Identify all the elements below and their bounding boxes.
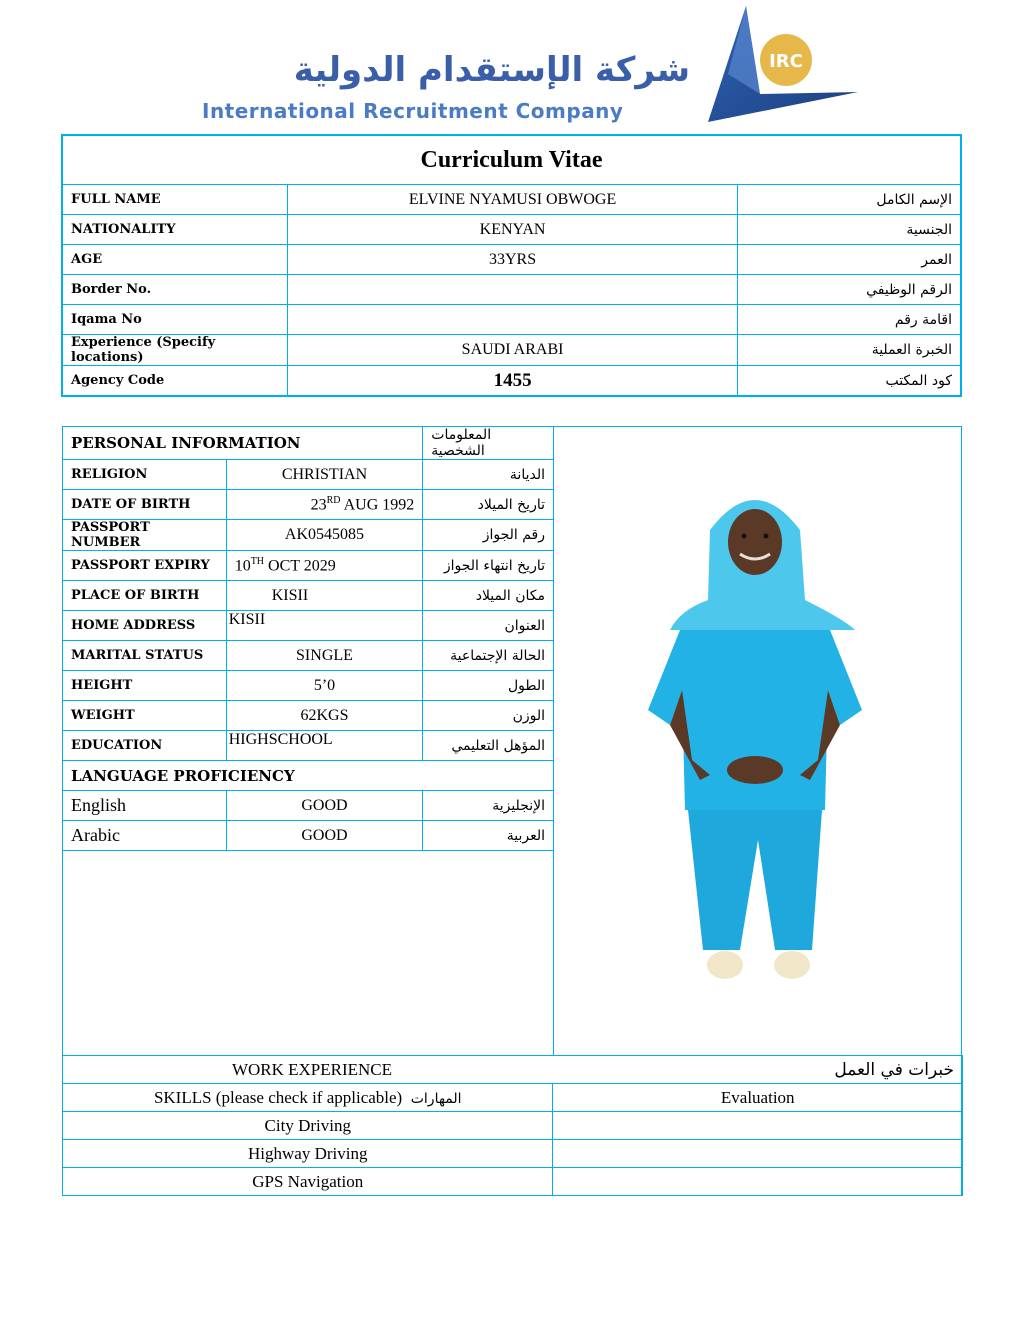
candidate-photo <box>640 480 870 1010</box>
religion-value: CHRISTIAN <box>226 460 423 490</box>
passport-number-value: AK0545085 <box>226 520 423 551</box>
border-no-label: Border No. <box>62 275 288 305</box>
skill-evaluation-cell <box>553 1112 963 1140</box>
company-name-arabic: شركة الإستقدام الدولية <box>293 50 690 90</box>
iqama-label: Iqama No <box>62 305 288 335</box>
passport-number-label-ar: رقم الجواز <box>423 520 554 551</box>
skill-evaluation-cell <box>553 1140 963 1168</box>
dob-label: DATE OF BIRTH <box>63 490 227 520</box>
place-of-birth-label: PLACE OF BIRTH <box>63 581 227 611</box>
experience-label: Experience (Specify locations) <box>62 335 288 366</box>
table-row <box>63 761 554 791</box>
page-title: Curriculum Vitae <box>62 135 961 185</box>
weight-label-ar: الوزن <box>423 701 554 731</box>
table-row <box>62 366 961 397</box>
agency-code-label: Agency Code <box>62 366 288 397</box>
table-row <box>63 791 554 821</box>
nationality-value: KENYAN <box>288 215 738 245</box>
arabic-label-ar: العربية <box>423 821 554 851</box>
table-row <box>62 305 961 335</box>
table-row <box>63 490 554 520</box>
weight-value: 62KGS <box>226 701 423 731</box>
table-row <box>63 701 554 731</box>
skill-city-driving: City Driving <box>63 1112 553 1140</box>
arabic-label: Arabic <box>63 821 227 851</box>
full-name-value: ELVINE NYAMUSI OBWOGE <box>288 185 738 215</box>
experience-value: SAUDI ARABI <box>288 335 738 366</box>
table-row <box>63 460 554 490</box>
table-row <box>63 611 554 641</box>
home-address-label: HOME ADDRESS <box>63 611 227 641</box>
nationality-label: NATIONALITY <box>62 215 288 245</box>
dob-value: 23RD AUG 1992 <box>226 490 423 520</box>
nationality-label-ar: الجنسية <box>737 215 961 245</box>
table-row <box>63 1056 963 1084</box>
table-row <box>63 641 554 671</box>
table-row <box>63 551 554 581</box>
table-row <box>62 335 961 366</box>
table-row <box>63 731 554 761</box>
table-row <box>63 427 554 460</box>
logo-badge-text: IRC <box>769 51 803 72</box>
age-label: AGE <box>62 245 288 275</box>
education-label-ar: المؤهل التعليمي <box>423 731 554 761</box>
table-row <box>62 275 961 305</box>
skill-highway-driving: Highway Driving <box>63 1140 553 1168</box>
table-row <box>63 821 554 851</box>
education-label: EDUCATION <box>63 731 227 761</box>
passport-number-label: PASSPORT NUMBER <box>63 520 227 551</box>
height-label: HEIGHT <box>63 671 227 701</box>
work-experience-heading: WORK EXPERIENCE <box>63 1056 553 1084</box>
logo-mark-icon <box>698 4 868 132</box>
table-row <box>63 581 554 611</box>
personal-info-table <box>62 426 554 851</box>
place-of-birth-label-ar: مكان الميلاد <box>423 581 554 611</box>
table-row <box>63 1140 963 1168</box>
experience-label-ar: الخبرة العملية <box>737 335 961 366</box>
table-row <box>63 1168 963 1196</box>
dob-label-ar: تاريخ الميلاد <box>423 490 554 520</box>
personal-info-heading: PERSONAL INFORMATION <box>63 427 423 460</box>
english-label: English <box>63 791 227 821</box>
full-name-label-ar: الإسم الكامل <box>737 185 961 215</box>
weight-label: WEIGHT <box>63 701 227 731</box>
work-experience-heading-ar: خبرات في العمل <box>553 1056 963 1084</box>
skills-heading: SKILLS (please check if applicable) المهارات <box>63 1084 553 1112</box>
age-label-ar: العمر <box>737 245 961 275</box>
iqama-label-ar: اقامة رقم <box>737 305 961 335</box>
table-row <box>63 520 554 551</box>
language-proficiency-heading: LANGUAGE PROFICIENCY <box>63 761 554 791</box>
table-row <box>62 245 961 275</box>
work-experience-table <box>62 1055 963 1196</box>
table-row <box>63 671 554 701</box>
passport-expiry-label: PASSPORT EXPIRY <box>63 551 227 581</box>
passport-expiry-value: 10TH OCT 2029 <box>226 551 423 581</box>
border-no-value <box>288 275 738 305</box>
marital-status-label: MARITAL STATUS <box>63 641 227 671</box>
skill-gps-navigation: GPS Navigation <box>63 1168 553 1196</box>
marital-status-value: SINGLE <box>226 641 423 671</box>
table-row <box>63 1112 963 1140</box>
table-row <box>63 1084 963 1112</box>
home-address-label-ar: العنوان <box>423 611 554 641</box>
english-label-ar: الإنجليزية <box>423 791 554 821</box>
height-value: 5’0 <box>226 671 423 701</box>
company-logo <box>190 4 870 132</box>
agency-code-value: 1455 <box>288 366 738 397</box>
arabic-value: GOOD <box>226 821 423 851</box>
cv-summary-table <box>61 134 962 397</box>
height-label-ar: الطول <box>423 671 554 701</box>
table-row <box>62 215 961 245</box>
evaluation-heading: Evaluation <box>553 1084 963 1112</box>
home-address-value: KISII <box>226 611 423 641</box>
passport-expiry-label-ar: تاريخ انتهاء الجواز <box>423 551 554 581</box>
education-value: HIGHSCHOOL <box>226 731 423 761</box>
table-row <box>62 185 961 215</box>
full-name-label: FULL NAME <box>62 185 288 215</box>
agency-code-label-ar: كود المكتب <box>737 366 961 397</box>
english-value: GOOD <box>226 791 423 821</box>
company-name-english: International Recruitment Company <box>202 99 624 123</box>
religion-label: RELIGION <box>63 460 227 490</box>
place-of-birth-value: KISII <box>226 581 423 611</box>
border-no-label-ar: الرقم الوظيفي <box>737 275 961 305</box>
iqama-value <box>288 305 738 335</box>
age-value: 33YRS <box>288 245 738 275</box>
skill-evaluation-cell <box>553 1168 963 1196</box>
religion-label-ar: الديانة <box>423 460 554 490</box>
marital-status-label-ar: الحالة الإجتماعية <box>423 641 554 671</box>
personal-info-heading-ar: المعلومات الشخصية <box>423 427 554 460</box>
